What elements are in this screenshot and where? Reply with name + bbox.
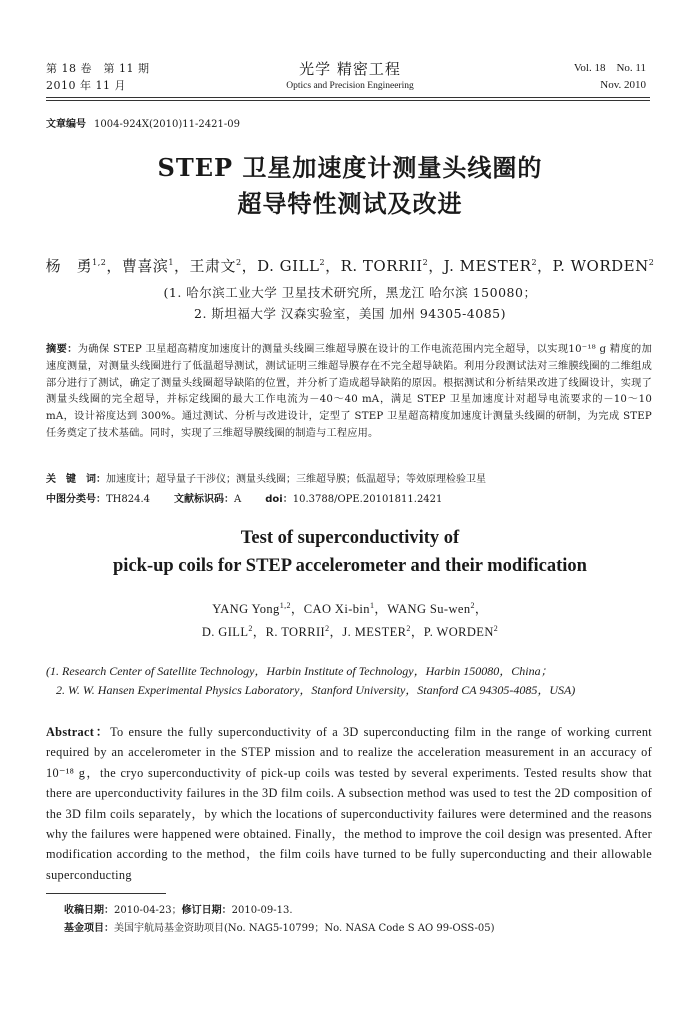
abstract-en-label: Abstract：: [46, 725, 111, 739]
author-en: ，J. MESTER: [329, 625, 407, 640]
title-en: [0, 524, 700, 580]
revised-value: 2010-09-13.: [231, 905, 293, 916]
author-zh: 杨 勇: [45, 257, 93, 275]
author-sup: 2: [248, 624, 253, 634]
footnote-dates: [64, 902, 495, 920]
doc-code-value: A: [234, 494, 242, 505]
abstract-zh-text: 为确保 STEP 卫星超高精度加速度计的测量头线圈三维超导膜在设计的工作电流范围内完全超导，以实现10⁻¹⁸ g 精度的加速度测量，对测量头线圈进行了低温超导测试，测试证明三维超导膜存在不完全超导缺陷。利用分段测试法对三维膜线圈的二维组成部分进行了测试，确定了测量头线圈超导缺陷的位置，并分析了造成超导缺陷的原因。根据测试和分析结果改进了线圈设计，实现了测量头线圈的完全超导，并标定线圈的最大工作电流为－40～40 mA，满足 STEP 卫星加速度计对超导电流要求的－10～10 mA，设计裕度达到 300%。通过测试、分析与改进设计，定型了 STEP 卫星超高精度加速度计测量头线圈的研制，为完成 STEP 任务奠定了技术基础。同时，实现了三维超导膜线圈的制造与工程应用。: [46, 344, 652, 439]
author-sup: 1: [168, 258, 174, 267]
authors-zh: [0, 255, 700, 276]
abstract-en: [46, 722, 652, 885]
fund-value: 美国宇航局基金资助项目(No. NAG5-10799；No. NASA Code S AO 99-OSS-05): [114, 923, 495, 934]
author-sup: 1,2: [279, 601, 291, 610]
author-sup: 2: [493, 624, 499, 634]
fund-label: 基金项目：: [64, 923, 114, 934]
keywords-zh: [46, 472, 652, 488]
journal-name-zh: 光学 精密工程: [299, 60, 401, 78]
author-sup: 2: [531, 258, 538, 267]
author-en: ，R. TORRII: [252, 625, 326, 640]
affiliation-zh-line2: 2. 斯坦福大学 汉森实验室，美国 加州 94305-4085): [194, 306, 506, 321]
authors-en-line1: [0, 596, 700, 619]
author-sup: 1,2: [92, 258, 107, 267]
title-zh: [0, 150, 700, 222]
affiliation-en: [46, 662, 654, 700]
author-zh: ，曹喜滨: [106, 257, 169, 275]
doc-code-label: 文献标识码：: [174, 494, 235, 505]
author-zh: ，J. MESTER: [428, 257, 532, 275]
title-zh-line1: STEP 卫星加速度计测量头线圈的: [157, 153, 543, 182]
author-zh: ，D. GILL: [241, 257, 320, 275]
authors-en-line2: [0, 619, 700, 642]
received-label: 收稿日期：: [64, 905, 114, 916]
title-zh-line2: 超导特性测试及改进: [237, 189, 463, 218]
author-sup: 2: [648, 258, 655, 267]
author-sup: 2: [325, 624, 330, 634]
author-sup: 2: [422, 258, 429, 267]
author-en: D. GILL: [201, 625, 249, 640]
author-en: ，CAO Xi-bin: [290, 602, 370, 617]
authors-en: [0, 596, 700, 642]
author-sup: 2: [406, 624, 411, 634]
author-zh: ，P. WORDEN: [537, 257, 649, 275]
author-sup: 2: [236, 258, 242, 267]
author-zh: ，R. TORRII: [325, 257, 423, 275]
author-separator: ，: [474, 602, 488, 617]
header-rule: [46, 97, 650, 98]
footnote: [64, 902, 495, 938]
author-en: ，WANG Su-wen: [374, 602, 471, 617]
classification-line: [46, 490, 442, 505]
author-en: YANG Yong: [212, 602, 280, 617]
clc-label: 中图分类号：: [46, 494, 106, 505]
volume-issue-en: Vol. 18 No. 11: [573, 62, 646, 74]
journal-name-en: Optics and Precision Engineering: [286, 81, 414, 91]
article-number: [46, 115, 240, 130]
article-number-label: 文章编号: [46, 119, 86, 130]
journal-issue-info-en: [574, 60, 646, 94]
doi-value: 10.3788/OPE.20101811.2421: [292, 494, 443, 505]
volume-issue-zh: 第 18 卷 第 11 期: [46, 62, 150, 75]
author-sup: 1: [369, 601, 375, 610]
keywords-zh-text: 加速度计；超导量子干涉仪；测量头线圈；三维超导膜；低温超导；等效原理检验卫星: [106, 474, 486, 485]
abstract-en-text: To ensure the fully superconductivity of a 3D superconducting film in the range of working current required by an accelerometer in the STEP mission and to realize the acceleration measurement in an accuracy of 10⁻¹⁸ g，the cryo superconductivity of pick-up coils was tested by several experiments. Tested results show that there are uperconductivity failures in the 3D film coils. A subsection method was used to test the 2D composition of the 3D film coils separately，by which the locations of superconductivity failures were determined and the reasons why the failures were happened were obtained. Finally，the method to improve the coil design was presented. After modification according to the method，the film coils have turned to be fully superconducting and their allowable superconducting: [46, 725, 652, 882]
abstract-zh: [46, 342, 652, 443]
footnote-rule: [46, 893, 166, 894]
affiliation-zh: [0, 282, 700, 324]
clc-value: TH824.4: [106, 494, 151, 505]
date-en: Nov. 2010: [600, 79, 646, 91]
title-en-line2: pick-up coils for STEP accelerometer and their modification: [113, 556, 587, 576]
author-sup: 2: [319, 258, 326, 267]
article-number-value: 1004-924X(2010)11-2421-09: [94, 119, 240, 130]
affiliation-en-line2: 2. W. W. Hansen Experimental Physics Laboratory，Stanford University，Stanford CA 94305-4085，USA): [56, 683, 576, 697]
title-en-line1: Test of superconductivity of: [240, 528, 460, 548]
header-rule-thin: [46, 100, 650, 101]
received-value: 2010-04-23；: [114, 905, 182, 916]
affiliation-en-line1: (1. Research Center of Satellite Technology，Harbin Institute of Technology，Harbin 150080，China；: [46, 664, 553, 678]
date-zh: 2010 年 11 月: [46, 79, 126, 92]
affiliation-zh-line1: (1. 哈尔滨工业大学 卫星技术研究所，黑龙江 哈尔滨 150080；: [163, 285, 537, 300]
keywords-zh-label: 关 键 词：: [46, 474, 106, 485]
revised-label: 修订日期：: [181, 905, 232, 916]
doi-label: doi：: [265, 494, 293, 505]
author-en: ，P. WORDEN: [410, 625, 494, 640]
author-zh: ，王肃文: [174, 257, 237, 275]
author-sup: 2: [470, 601, 475, 610]
abstract-zh-label: 摘要：: [46, 344, 78, 355]
footnote-fund: [64, 920, 495, 938]
